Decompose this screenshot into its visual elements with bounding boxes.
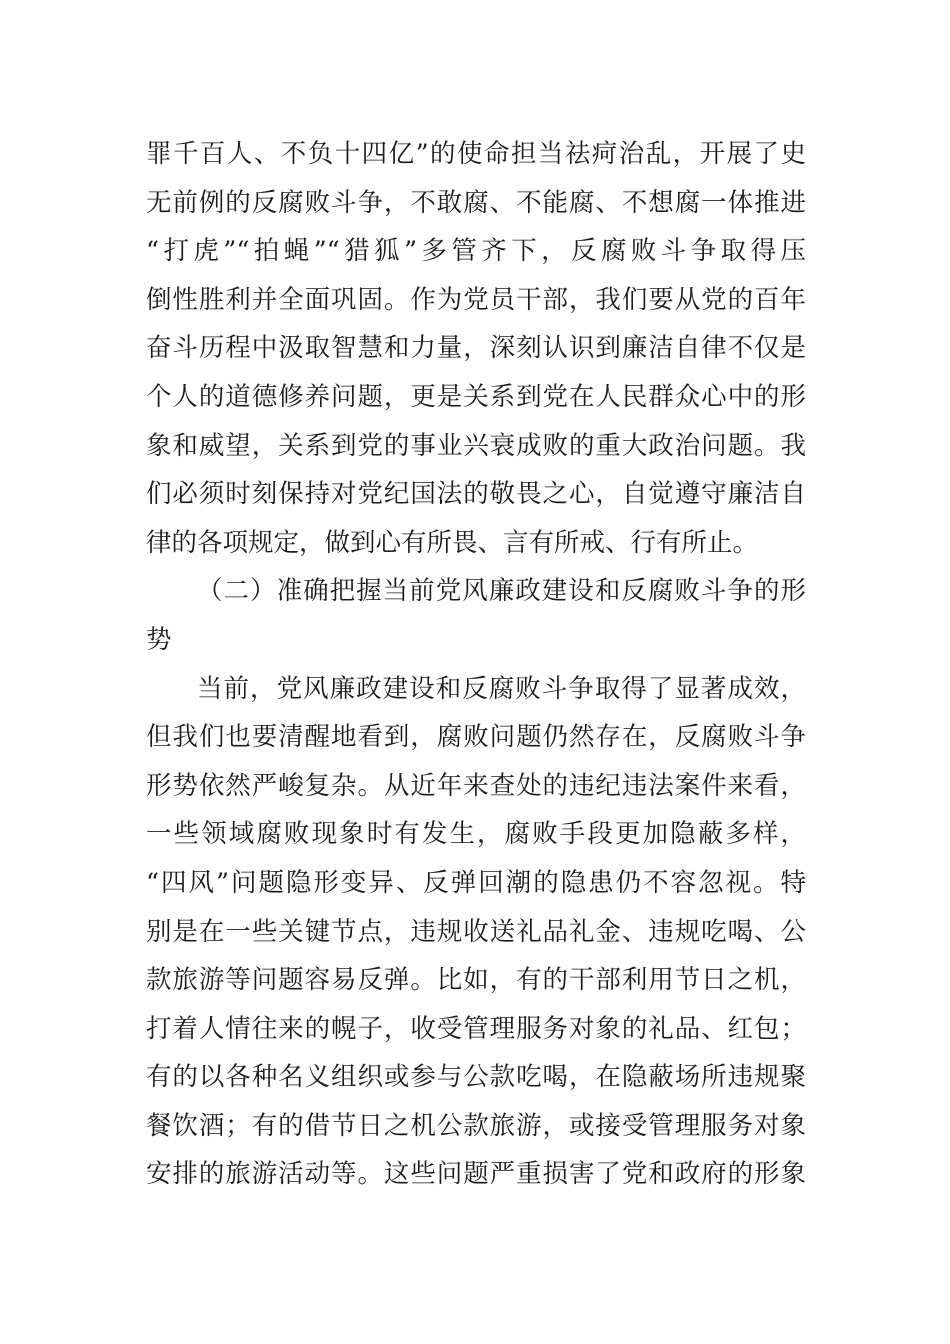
text-line: 们必须时刻保持对党纪国法的敬畏之心，自觉遵守廉洁自 — [146, 479, 806, 510]
text-line: 倒性胜利并全面巩固。作为党员干部，我们要从党的百年 — [146, 284, 806, 315]
text-line: 罪千百人、不负十四亿”的使命担当祛疴治乱，开展了史 — [146, 139, 806, 169]
text-line: 一些领域腐败现象时有发生，腐败手段更加隐蔽多样， — [146, 819, 806, 850]
text-line: 律的各项规定，做到心有所畏、言有所戒、行有所止。 — [146, 527, 759, 558]
text-line: 款旅游等问题容易反弹。比如，有的干部利用节日之机， — [146, 965, 806, 996]
text-line: 但我们也要清醒地看到，腐败问题仍然存在，反腐败斗争 — [146, 722, 806, 753]
text-line: 象和威望，关系到党的事业兴衰成败的重大政治问题。我 — [146, 430, 806, 461]
text-line: 餐饮酒；有的借节日之机公款旅游，或接受管理服务对象 — [146, 1110, 806, 1141]
text-line: “打虎”“拍蝇”“猎狐”多管齐下，反腐败斗争取得压 — [146, 236, 806, 267]
text-line: 无前例的反腐败斗争，不敢腐、不能腐、不想腐一体推进 — [146, 187, 806, 218]
text-line: 当前，党风廉政建设和反腐败斗争取得了显著成效， — [197, 673, 806, 704]
text-line: 奋斗历程中汲取智慧和力量，深刻认识到廉洁自律不仅是 — [146, 333, 806, 364]
text-line: 形势依然严峻复杂。从近年来查处的违纪违法案件来看， — [146, 770, 806, 801]
text-line: 安排的旅游活动等。这些问题严重损害了党和政府的形象 — [146, 1159, 806, 1190]
paragraph-2 — [146, 665, 806, 1200]
text-line: 个人的道德修养问题，更是关系到党在人民群众心中的形 — [146, 381, 806, 412]
text-line: 打着人情往来的幌子，收受管理服务对象的礼品、红包； — [146, 1013, 806, 1044]
text-line: 有的以各种名义组织或参与公款吃喝，在隐蔽场所违规聚 — [146, 1062, 806, 1093]
heading-line: 势 — [146, 624, 172, 655]
text-line: “四风”问题隐形变异、反弹回潮的隐患仍不容忽视。特 — [146, 867, 806, 898]
body-text — [146, 130, 806, 1199]
heading-line: （二）准确把握当前党风廉政建设和反腐败斗争的形 — [197, 576, 806, 607]
text-line: 别是在一些关键节点，违规收送礼品礼金、违规吃喝、公 — [146, 916, 806, 947]
section-heading-2 — [146, 567, 806, 664]
paragraph-1 — [146, 130, 806, 567]
